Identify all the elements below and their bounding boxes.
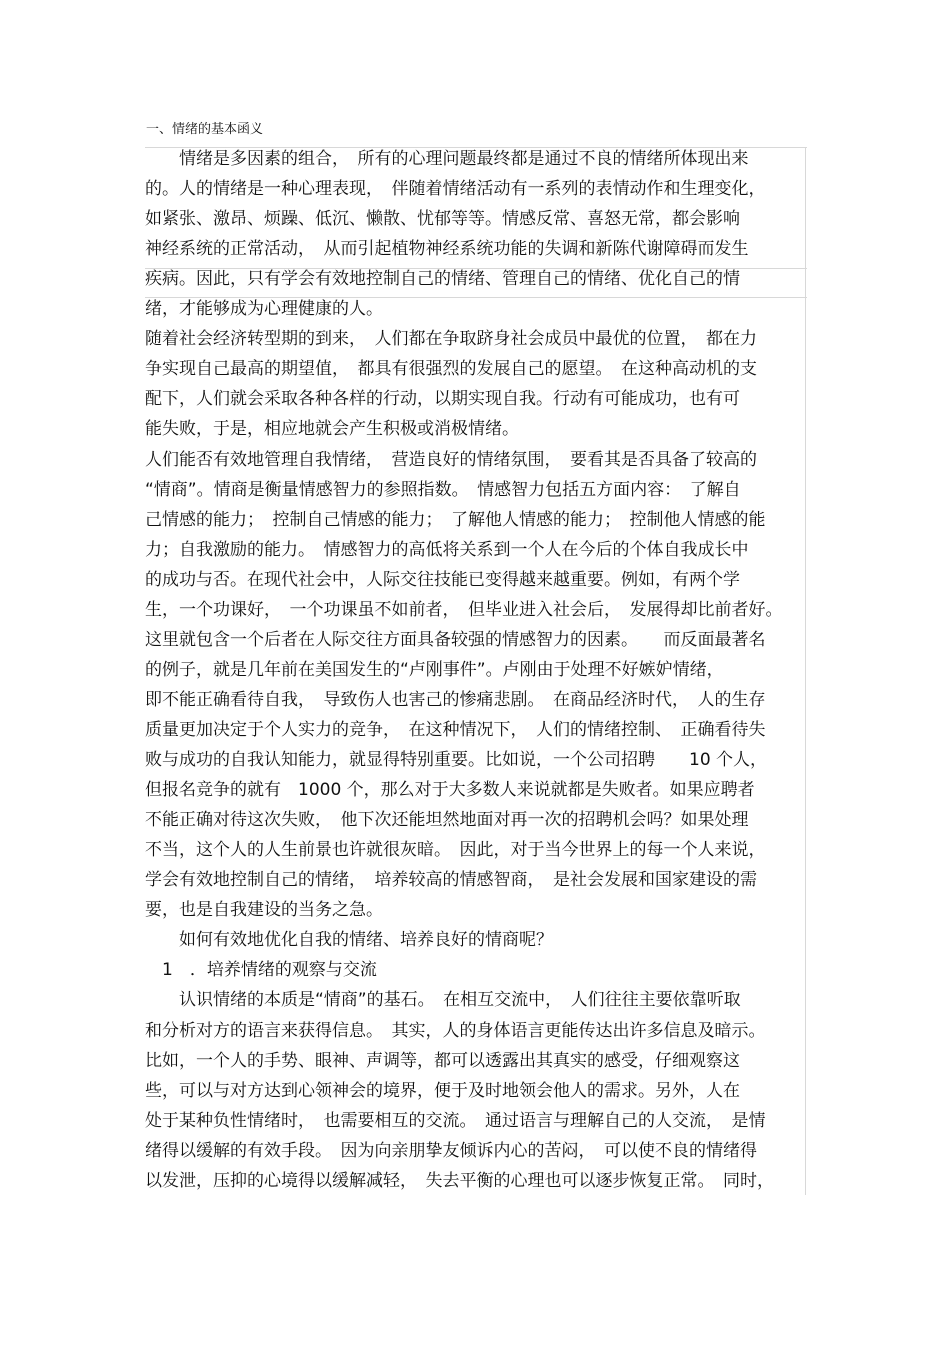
text-line: 疾病。因此，只有学会有效地控制自己的情绪、管理自己的情绪、优化自己的情 [145, 269, 740, 290]
text-line: 生，一个功课好， 一个功课虽不如前者， 但毕业进入社会后， 发展得却比前者好。 [145, 599, 783, 620]
text-line: 配下，人们就会采取各种各样的行动，以期实现自我。行动有可能成功，也有可 [145, 389, 740, 410]
text-line: 要，也是自我建设的当务之急。 [145, 900, 383, 921]
text-line: 以发泄，压抑的心境得以缓解减轻， 失去平衡的心理也可以逐步恢复正常。 同时， [145, 1170, 774, 1191]
text-line: 如何有效地优化自我的情绪、培养良好的情商呢？ [145, 930, 553, 951]
text-line: 认识情绪的本质是“情商”的基石。 在相互交流中， 人们往往主要依靠听取 [145, 990, 741, 1011]
text-line: 能失败，于是，相应地就会产生积极或消极情绪。 [145, 419, 519, 440]
text-line: 力；自我激励的能力。 情感智力的高低将关系到一个人在今后的个体自我成长中 [145, 539, 749, 560]
text-line: 不当，这个人的人生前景也许就很灰暗。 因此，对于当今世界上的每一个人来说， [145, 840, 766, 861]
text-line: 即不能正确看待自我， 导致伤人也害己的惨痛悲剧。 在商品经济时代， 人的生存 [145, 689, 766, 710]
text-line: 神经系统的正常活动， 从而引起植物神经系统功能的失调和新陈代谢障碍而发生 [145, 239, 749, 260]
text-line: 人们能否有效地管理自我情绪， 营造良好的情绪氛围， 要看其是否具备了较高的 [145, 449, 757, 470]
text-line: 如紧张、激昂、烦躁、低沉、懒散、忧郁等等。情感反常、喜怒无常，都会影响 [145, 209, 740, 230]
text-line: 和分析对方的语言来获得信息。 其实，人的身体语言更能传达出许多信息及暗示。 [145, 1020, 766, 1041]
text-line: 败与成功的自我认知能力，就显得特别重要。比如说，一个公司招聘 10 个人， [145, 750, 768, 770]
text-line: 争实现自己最高的期望值， 都具有很强烈的发展自己的愿望。 在这种高动机的支 [145, 359, 757, 380]
text-line: 不能正确对待这次失败， 他下次还能坦然地面对再一次的招聘机会吗？如果处理 [145, 810, 749, 831]
text-line: 的。人的情绪是一种心理表现， 伴随着情绪活动有一系列的表情动作和生理变化， [145, 179, 766, 200]
rule-line [805, 147, 806, 1195]
section-heading: 一、情绪的基本函义 [146, 122, 264, 137]
text-line: 处于某种负性情绪时， 也需要相互的交流。 通过语言与理解自己的人交流， 是情 [145, 1110, 766, 1131]
text-line: 绪，才能够成为心理健康的人。 [145, 299, 383, 320]
text-line: 学会有效地控制自己的情绪， 培养较高的情感智商， 是社会发展和国家建设的需 [145, 870, 757, 891]
text-line: 随着社会经济转型期的到来， 人们都在争取跻身社会成员中最优的位置， 都在力 [145, 329, 757, 350]
text-line: 但报名竞争的就有 1000 个，那么对于大多数人来说就都是失败者。如果应聘者 [145, 780, 755, 801]
text-line: 些，可以与对方达到心领神会的境界，便于及时地领会他人的需求。另外，人在 [145, 1080, 740, 1101]
text-line: 的例子，就是几年前在美国发生的“卢刚事件”。卢刚由于处理不好嫉妒情绪， [145, 659, 724, 680]
text-line: 己情感的能力； 控制自己情感的能力； 了解他人情感的能力； 控制他人情感的能 [145, 509, 766, 530]
text-line: 绪得以缓解的有效手段。 因为向亲朋挚友倾诉内心的苦闷， 可以使不良的情绪得 [145, 1140, 757, 1161]
text-line: “情商”。情商是衡量情感智力的参照指数。 情感智力包括五方面内容： 了解自 [145, 479, 741, 500]
text-line: 比如，一个人的手势、眼神、声调等，都可以透露出其真实的感受，仔细观察这 [145, 1050, 740, 1071]
text-line: 质量更加决定于个人实力的竞争， 在这种情况下， 人们的情绪控制、 正确看待失 [145, 720, 766, 740]
text-line: 情绪是多因素的组合， 所有的心理问题最终都是通过不良的情绪所体现出来 [145, 149, 749, 169]
text-line: 这里就包含一个后者在人际交往方面具备较强的情感智力的因素。 而反面最著名 [145, 629, 766, 650]
text-line: 1 ．培养情绪的观察与交流 [145, 960, 377, 981]
text-line: 的成功与否。在现代社会中，人际交往技能已变得越来越重要。例如，有两个学 [145, 569, 740, 590]
